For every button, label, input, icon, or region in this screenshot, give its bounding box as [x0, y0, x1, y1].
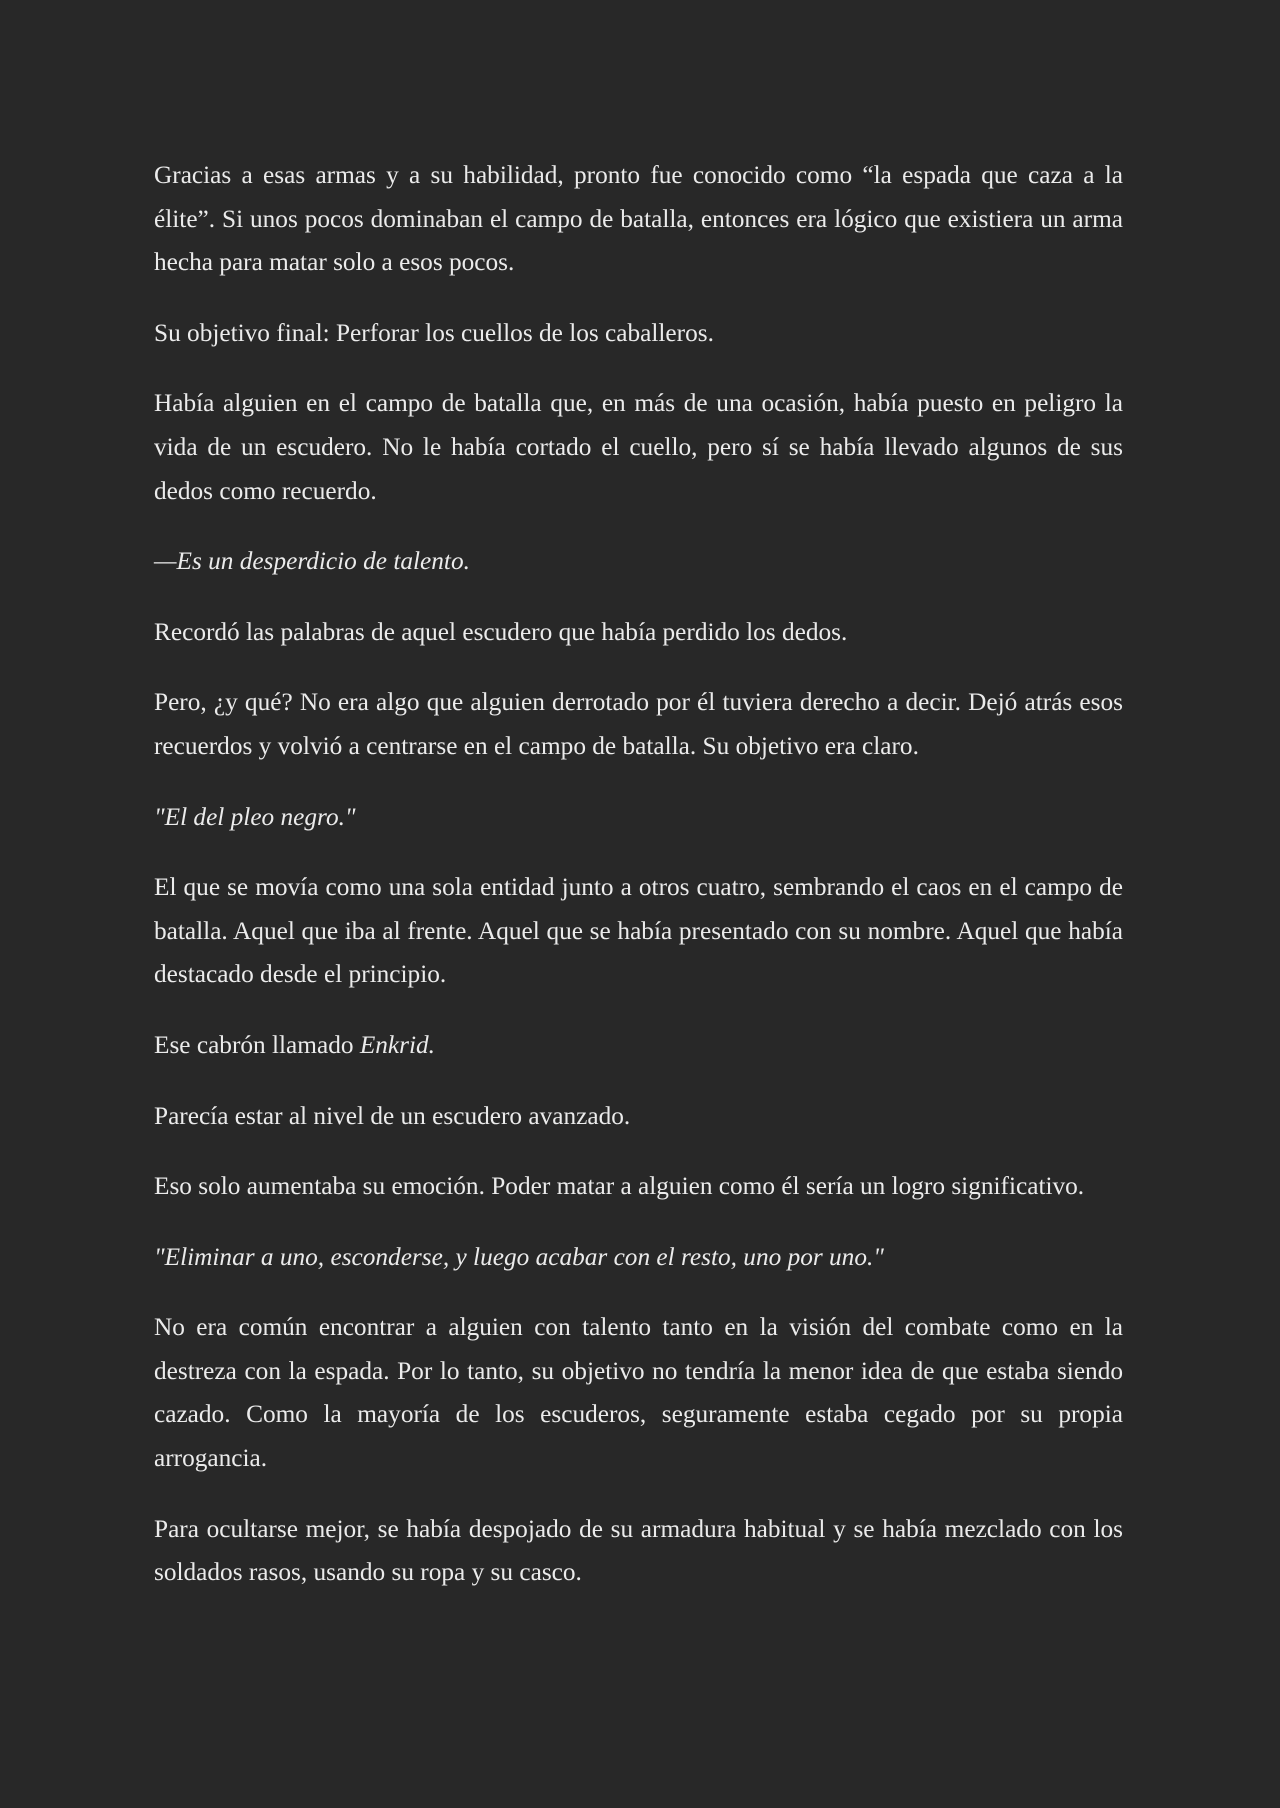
chapter-text — [154, 154, 1123, 1595]
quoted-thought-paragraph: "El del pleo negro." — [154, 802, 356, 831]
paragraph — [154, 1024, 1123, 1068]
paragraph: Pero, ¿y qué? No era algo que alguien derrotado por él tuviera derecho a decir. Dejó atrás esos recuerdos y volvió a centrarse en el campo de batalla. Su objetivo era claro. — [154, 688, 1123, 760]
paragraph: No era común encontrar a alguien con talento tanto en la visión del combate como en la destreza con la espada. Por lo tanto, su objetivo no tendría la menor idea de que estaba siendo cazado. Como la mayoría de los escuderos, seguramente estaba cegado por su propia arrogancia. — [154, 1313, 1123, 1473]
paragraph: Había alguien en el campo de batalla que, en más de una ocasión, había puesto en peligro la vida de un escudero. No le había cortado el cuello, pero sí se había llevado algunos de sus dedos como recuerdo. — [154, 389, 1123, 505]
dialogue-paragraph: —Es un desperdicio de talento. — [154, 547, 470, 576]
paragraph: Eso solo aumentaba su emoción. Poder matar a alguien como él sería un logro significativo. — [154, 1172, 1085, 1201]
paragraph: Recordó las palabras de aquel escudero que había perdido los dedos. — [154, 617, 848, 646]
paragraph: Gracias a esas armas y a su habilidad, pronto fue conocido como “la espada que caza a la élite”. Si unos pocos dominaban el campo de batalla, entonces era lógico que existiera un arma hecha para matar solo a esos pocos. — [154, 161, 1123, 277]
quoted-thought-paragraph: "Eliminar a uno, esconderse, y luego acabar con el resto, uno por uno." — [154, 1242, 884, 1271]
emphasized-name: Enkrid. — [359, 1030, 435, 1059]
paragraph: Su objetivo final: Perforar los cuellos de los caballeros. — [154, 318, 714, 347]
paragraph: Para ocultarse mejor, se había despojado de su armadura habitual y se había mezclado con los soldados rasos, usando su ropa y su casco. — [154, 1514, 1123, 1587]
paragraph: El que se movía como una sola entidad junto a otros cuatro, sembrando el caos en el campo de batalla. Aquel que iba al frente. Aquel que se había presentado con su nombre. Aquel que había destacado desde el principio. — [154, 873, 1123, 989]
paragraph-text: Ese cabrón llamado — [154, 1030, 360, 1059]
paragraph: Parecía estar al nivel de un escudero avanzado. — [154, 1101, 631, 1130]
